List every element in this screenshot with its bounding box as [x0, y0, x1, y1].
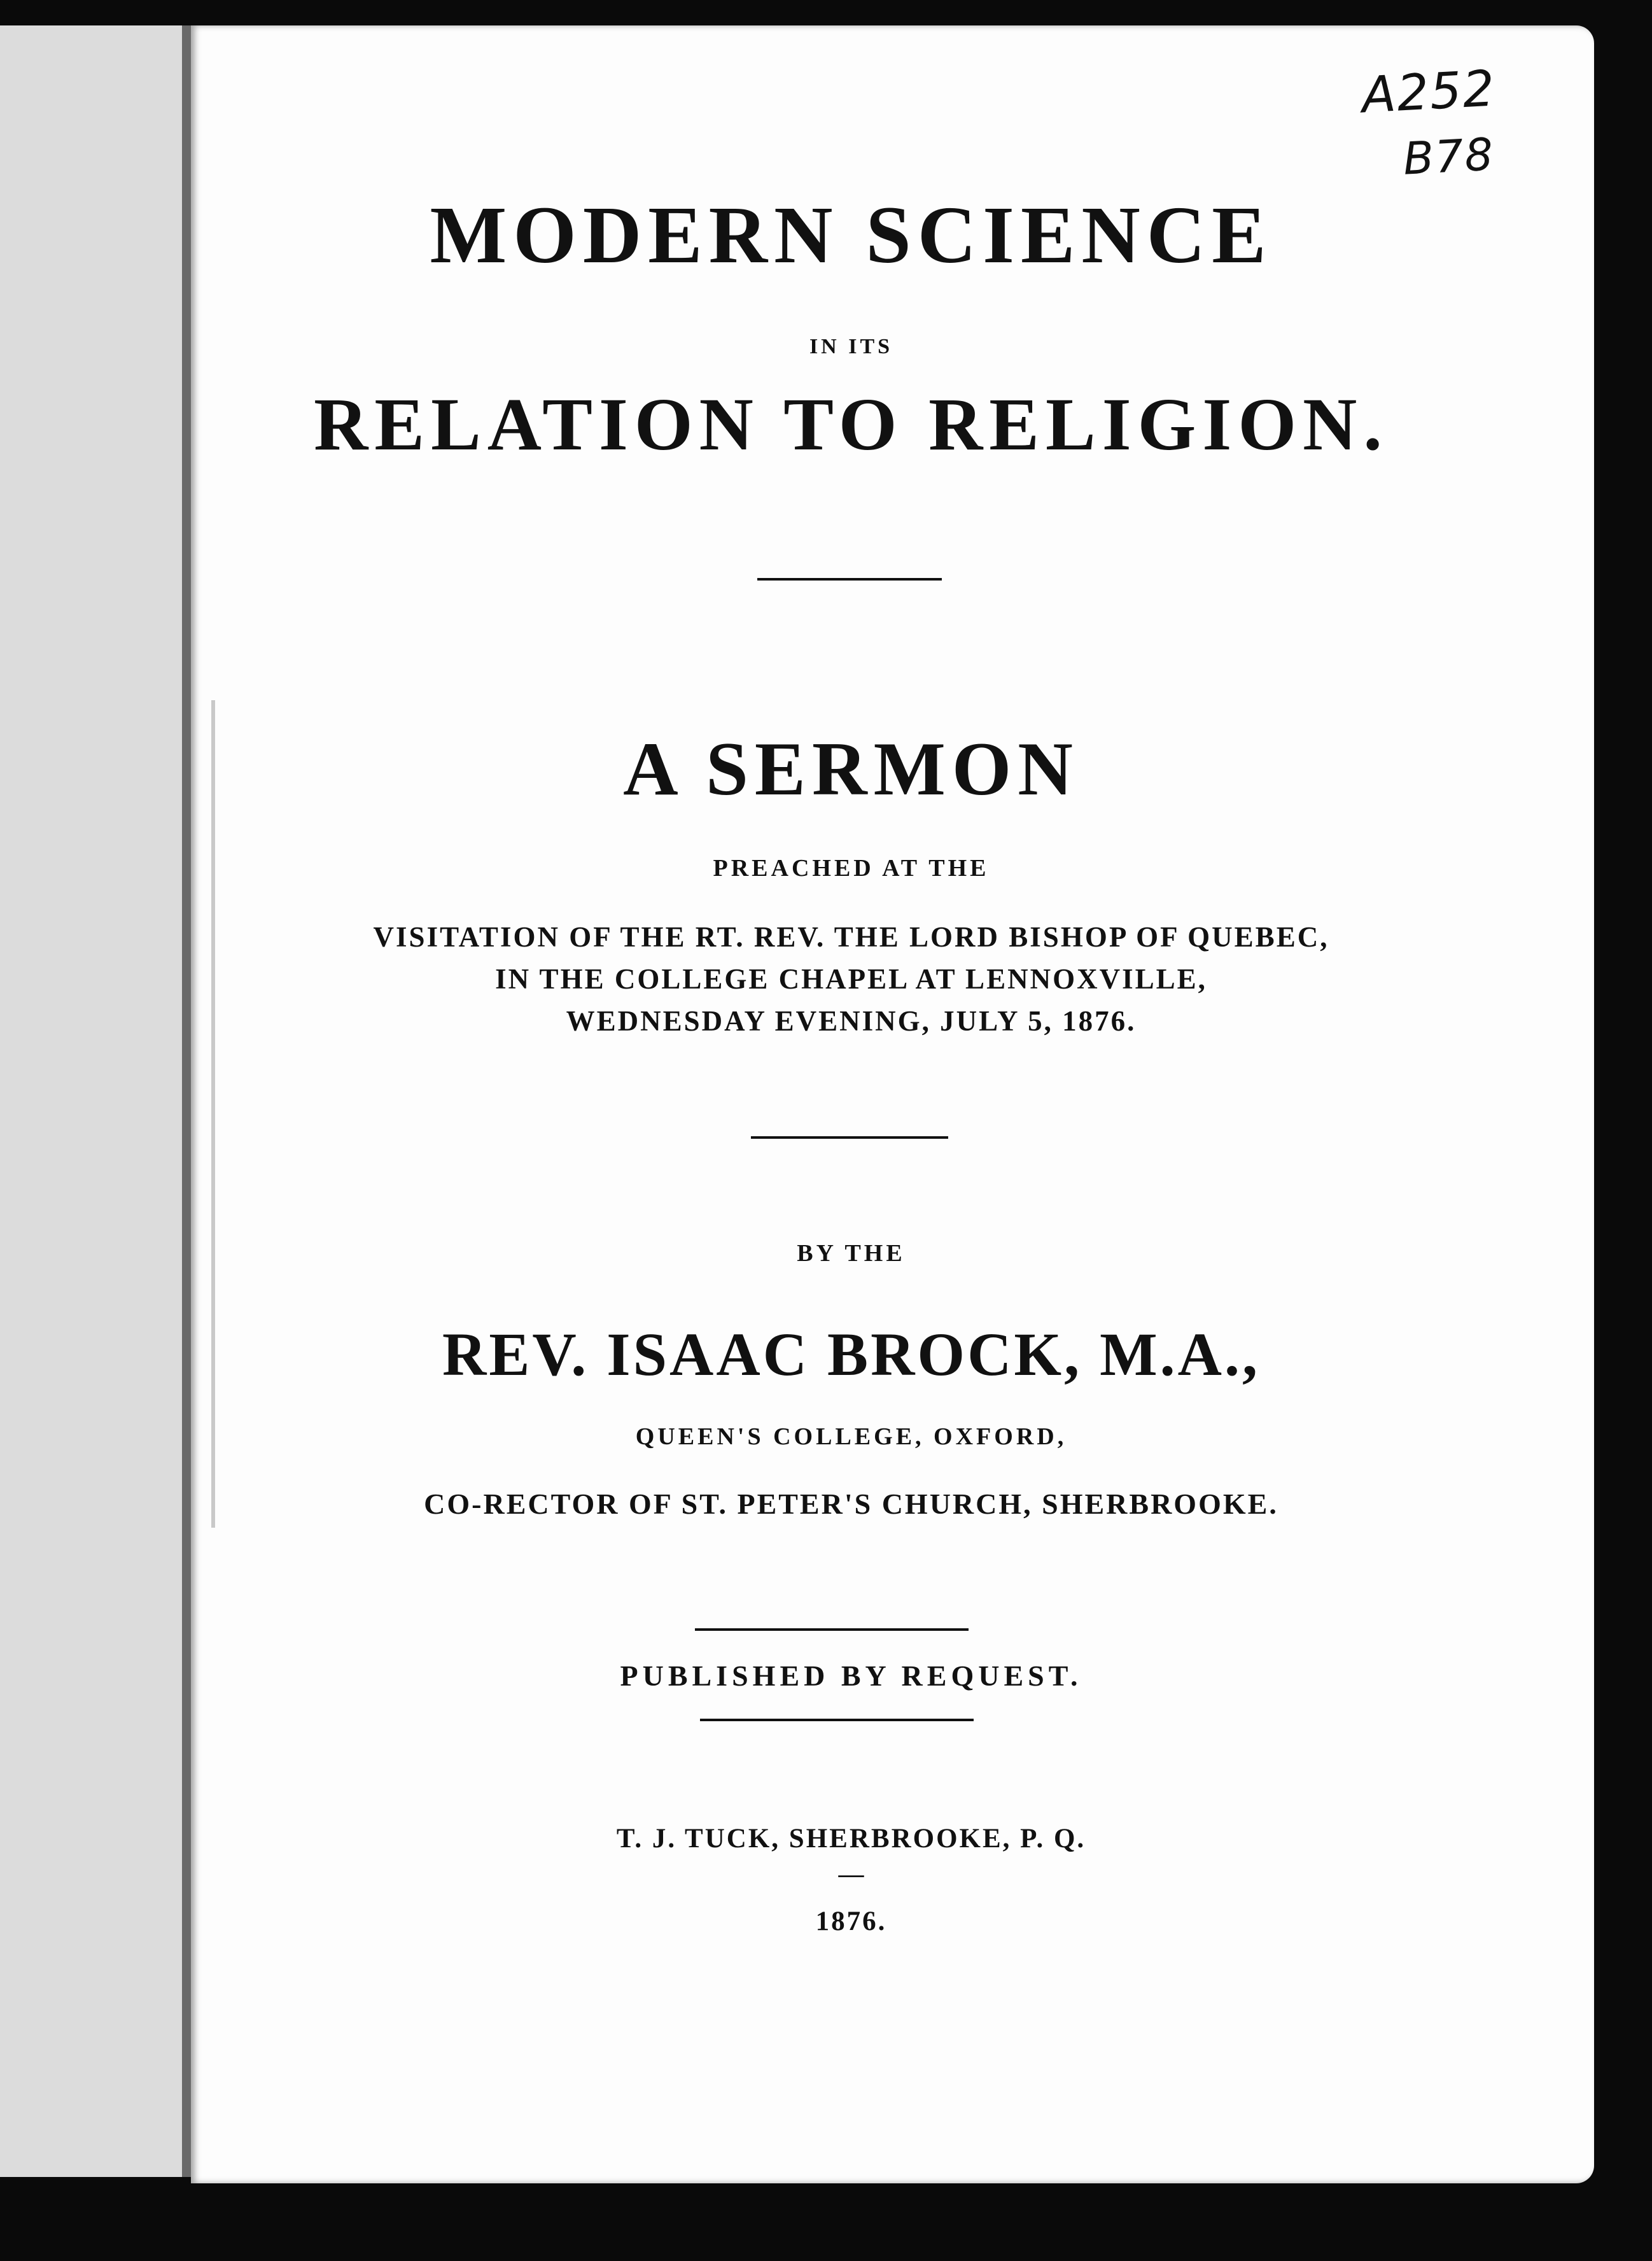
author-name: REV. ISAAC BROCK, M.A.,	[442, 1320, 1260, 1388]
divider-rule-1	[757, 578, 942, 581]
divider-rule-4	[700, 1719, 974, 1721]
shelfmark-line-1: A252	[1360, 60, 1497, 125]
occasion-line-3: WEDNESDAY EVENING, JULY 5, 1876.	[566, 1005, 1137, 1037]
genre-heading: A SERMON	[623, 726, 1079, 811]
shelfmark-line-2: B78	[1401, 128, 1496, 185]
author-college: QUEEN'S COLLEGE, OXFORD,	[635, 1423, 1067, 1450]
title-page	[191, 25, 1594, 2183]
published-by-request: PUBLISHED BY REQUEST.	[620, 1659, 1082, 1692]
title-line-1: MODERN SCIENCE	[430, 190, 1273, 280]
title-connector: IN ITS	[809, 335, 893, 358]
divider-rule-3	[695, 1628, 969, 1631]
page-gutter-shadow	[211, 700, 215, 1528]
author-position: CO-RECTOR OF ST. PETER'S CHURCH, SHERBROOKE.	[424, 1488, 1278, 1520]
by-the-line: BY THE	[797, 1240, 906, 1267]
occasion-line-1: VISITATION OF THE RT. REV. THE LORD BISHOP OF QUEBEC,	[373, 921, 1329, 953]
publication-year: 1876.	[815, 1906, 887, 1936]
preached-at-line: PREACHED AT THE	[713, 855, 990, 882]
publisher-dash: —	[838, 1859, 864, 1888]
divider-rule-2	[751, 1136, 948, 1139]
publisher-line: T. J. TUCK, SHERBROOKE, P. Q.	[616, 1824, 1086, 1854]
occasion-line-2: IN THE COLLEGE CHAPEL AT LENNOXVILLE,	[495, 963, 1207, 995]
title-line-2: RELATION TO RELIGION.	[314, 383, 1389, 466]
